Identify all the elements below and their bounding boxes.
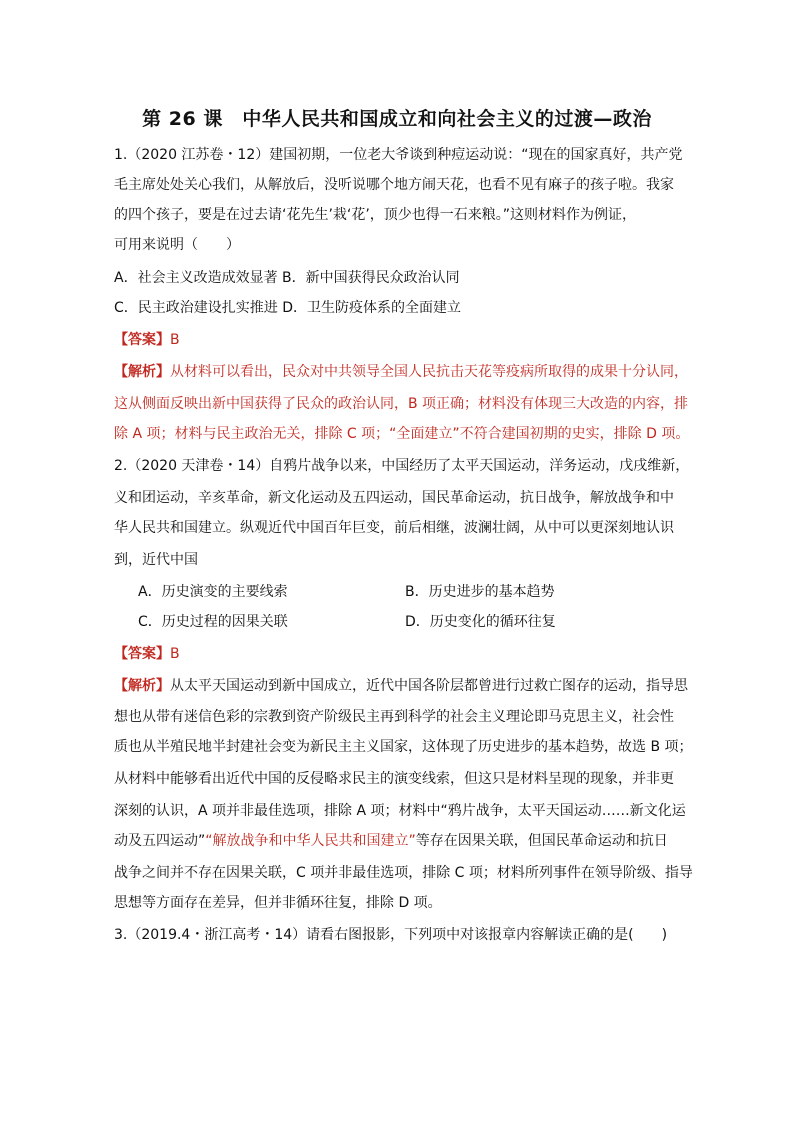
q2-answer-value: B bbox=[170, 646, 180, 662]
q2-analysis-line-3: 质也从半殖民地半封建社会变为新民主主义国家，这体现了历史进步的基本趋势，故选 B 项； bbox=[114, 739, 693, 755]
q2-analysis-label: 【解析】 bbox=[114, 678, 170, 694]
q2-stem-line-3: 华人民共和国建立。纵观近代中国百年巨变，前后相继，波澜壮阔，从中可以更深刻地认识 bbox=[114, 520, 674, 536]
q2-answer bbox=[114, 644, 180, 664]
q2-stem-line-4: 到，近代中国 bbox=[114, 552, 198, 568]
q2-analysis-line-8: 思想等方面存在差异，但并非循环往复，排除 D 项。 bbox=[114, 895, 442, 911]
q2-option-b: B．历史进步的基本趋势 bbox=[405, 584, 555, 600]
q2-option-c: C．历史过程的因果关联 bbox=[138, 614, 288, 630]
q2-analysis-text-6c: 等存在因果关联，但国民革命运动和抗日 bbox=[415, 833, 668, 849]
q2-stem-line-2: 义和团运动，辛亥革命，新文化运动及五四运动，国民革命运动，抗日战争，解放战争和中 bbox=[114, 490, 674, 506]
q1-options-a-b: A．社会主义改造成效显著 B．新中国获得民众政治认同 bbox=[114, 270, 460, 286]
q1-stem-line-2: 毛主席处处关心我们，从解放后，没听说哪个地方闹天花，也看不见有麻子的孩子啦。我家 bbox=[114, 177, 674, 193]
q2-analysis-line-2: 想也从带有迷信色彩的宗教到资产阶级民主再到科学的社会主义理论即马克思主义，社会性 bbox=[114, 709, 674, 725]
q2-option-d: D．历史变化的循环往复 bbox=[405, 614, 556, 630]
q2-analysis-line-7: 战争之间并不存在因果关联，C 项并非最佳选项，排除 C 项；材料所列事件在领导阶级、指导 bbox=[114, 865, 693, 881]
q1-answer-value: B bbox=[170, 332, 180, 348]
q2-analysis-text-6a: 动及五四运动” bbox=[114, 833, 206, 849]
q2-analysis-quote: “解放战争和中华人民共和国建立” bbox=[205, 833, 416, 849]
q1-stem-line-3: 的四个孩子，要是在过去请‘花先生’栽‘花’，顶少也得一石来粮。”这则材料作为例证， bbox=[114, 207, 637, 223]
q2-analysis-line-4: 从材料中能够看出近代中国的反侵略求民主的演变线索，但这只是材料呈现的现象，并非更 bbox=[114, 771, 674, 787]
q1-answer-label: 【答案】 bbox=[114, 332, 170, 348]
q1-answer bbox=[114, 330, 180, 350]
q1-stem-line-4: 可用来说明（ ） bbox=[114, 237, 240, 253]
q2-analysis-line-5: 深刻的认识，A 项并非最佳选项，排除 A 项；材料中“鸦片战争，太平天国运动……新文化运 bbox=[114, 803, 686, 819]
q2-analysis-line-1 bbox=[114, 676, 688, 696]
q3-stem-line-1: 3.（2019.4・浙江高考・14）请看右图报影，下列项中对该报章内容解读正确的是( ) bbox=[114, 927, 668, 943]
q1-stem-line-1: 1.（2020 江苏卷・12）建国初期，一位老大爷谈到种痘运动说：“现在的国家真好，共产党 bbox=[114, 147, 683, 163]
q1-analysis-line-1 bbox=[114, 362, 688, 382]
q2-option-a: A．历史演变的主要线索 bbox=[138, 584, 288, 600]
q1-analysis-line-2: 这从侧面反映出新中国获得了民众的政治认同，B 项正确；材料没有体现三大改造的内容，排 bbox=[114, 396, 689, 412]
q2-answer-label: 【答案】 bbox=[114, 646, 170, 662]
q1-options-c-d: C．民主政治建设扎实推进 D．卫生防疫体系的全面建立 bbox=[114, 300, 462, 316]
q2-analysis-text-1: 从太平天国运动到新中国成立，近代中国各阶层都曾进行过救亡图存的运动，指导思 bbox=[170, 678, 688, 694]
page-title: 第 26 课 中华人民共和国成立和向社会主义的过渡—政治 bbox=[142, 108, 652, 130]
q2-stem-line-1: 2.（2020 天津卷・14）自鸦片战争以来，中国经历了太平天国运动，洋务运动，戊戌维新， bbox=[114, 458, 690, 474]
q2-analysis-line-6 bbox=[114, 831, 668, 851]
q1-analysis-label: 【解析】 bbox=[114, 364, 170, 380]
q1-analysis-text-1: 从材料可以看出，民众对中共领导全国人民抗击天花等疫病所取得的成果十分认同， bbox=[170, 364, 688, 380]
q1-analysis-line-3: 除 A 项；材料与民主政治无关，排除 C 项；“全面建立”不符合建国初期的史实，排除 D 项。 bbox=[114, 426, 690, 442]
